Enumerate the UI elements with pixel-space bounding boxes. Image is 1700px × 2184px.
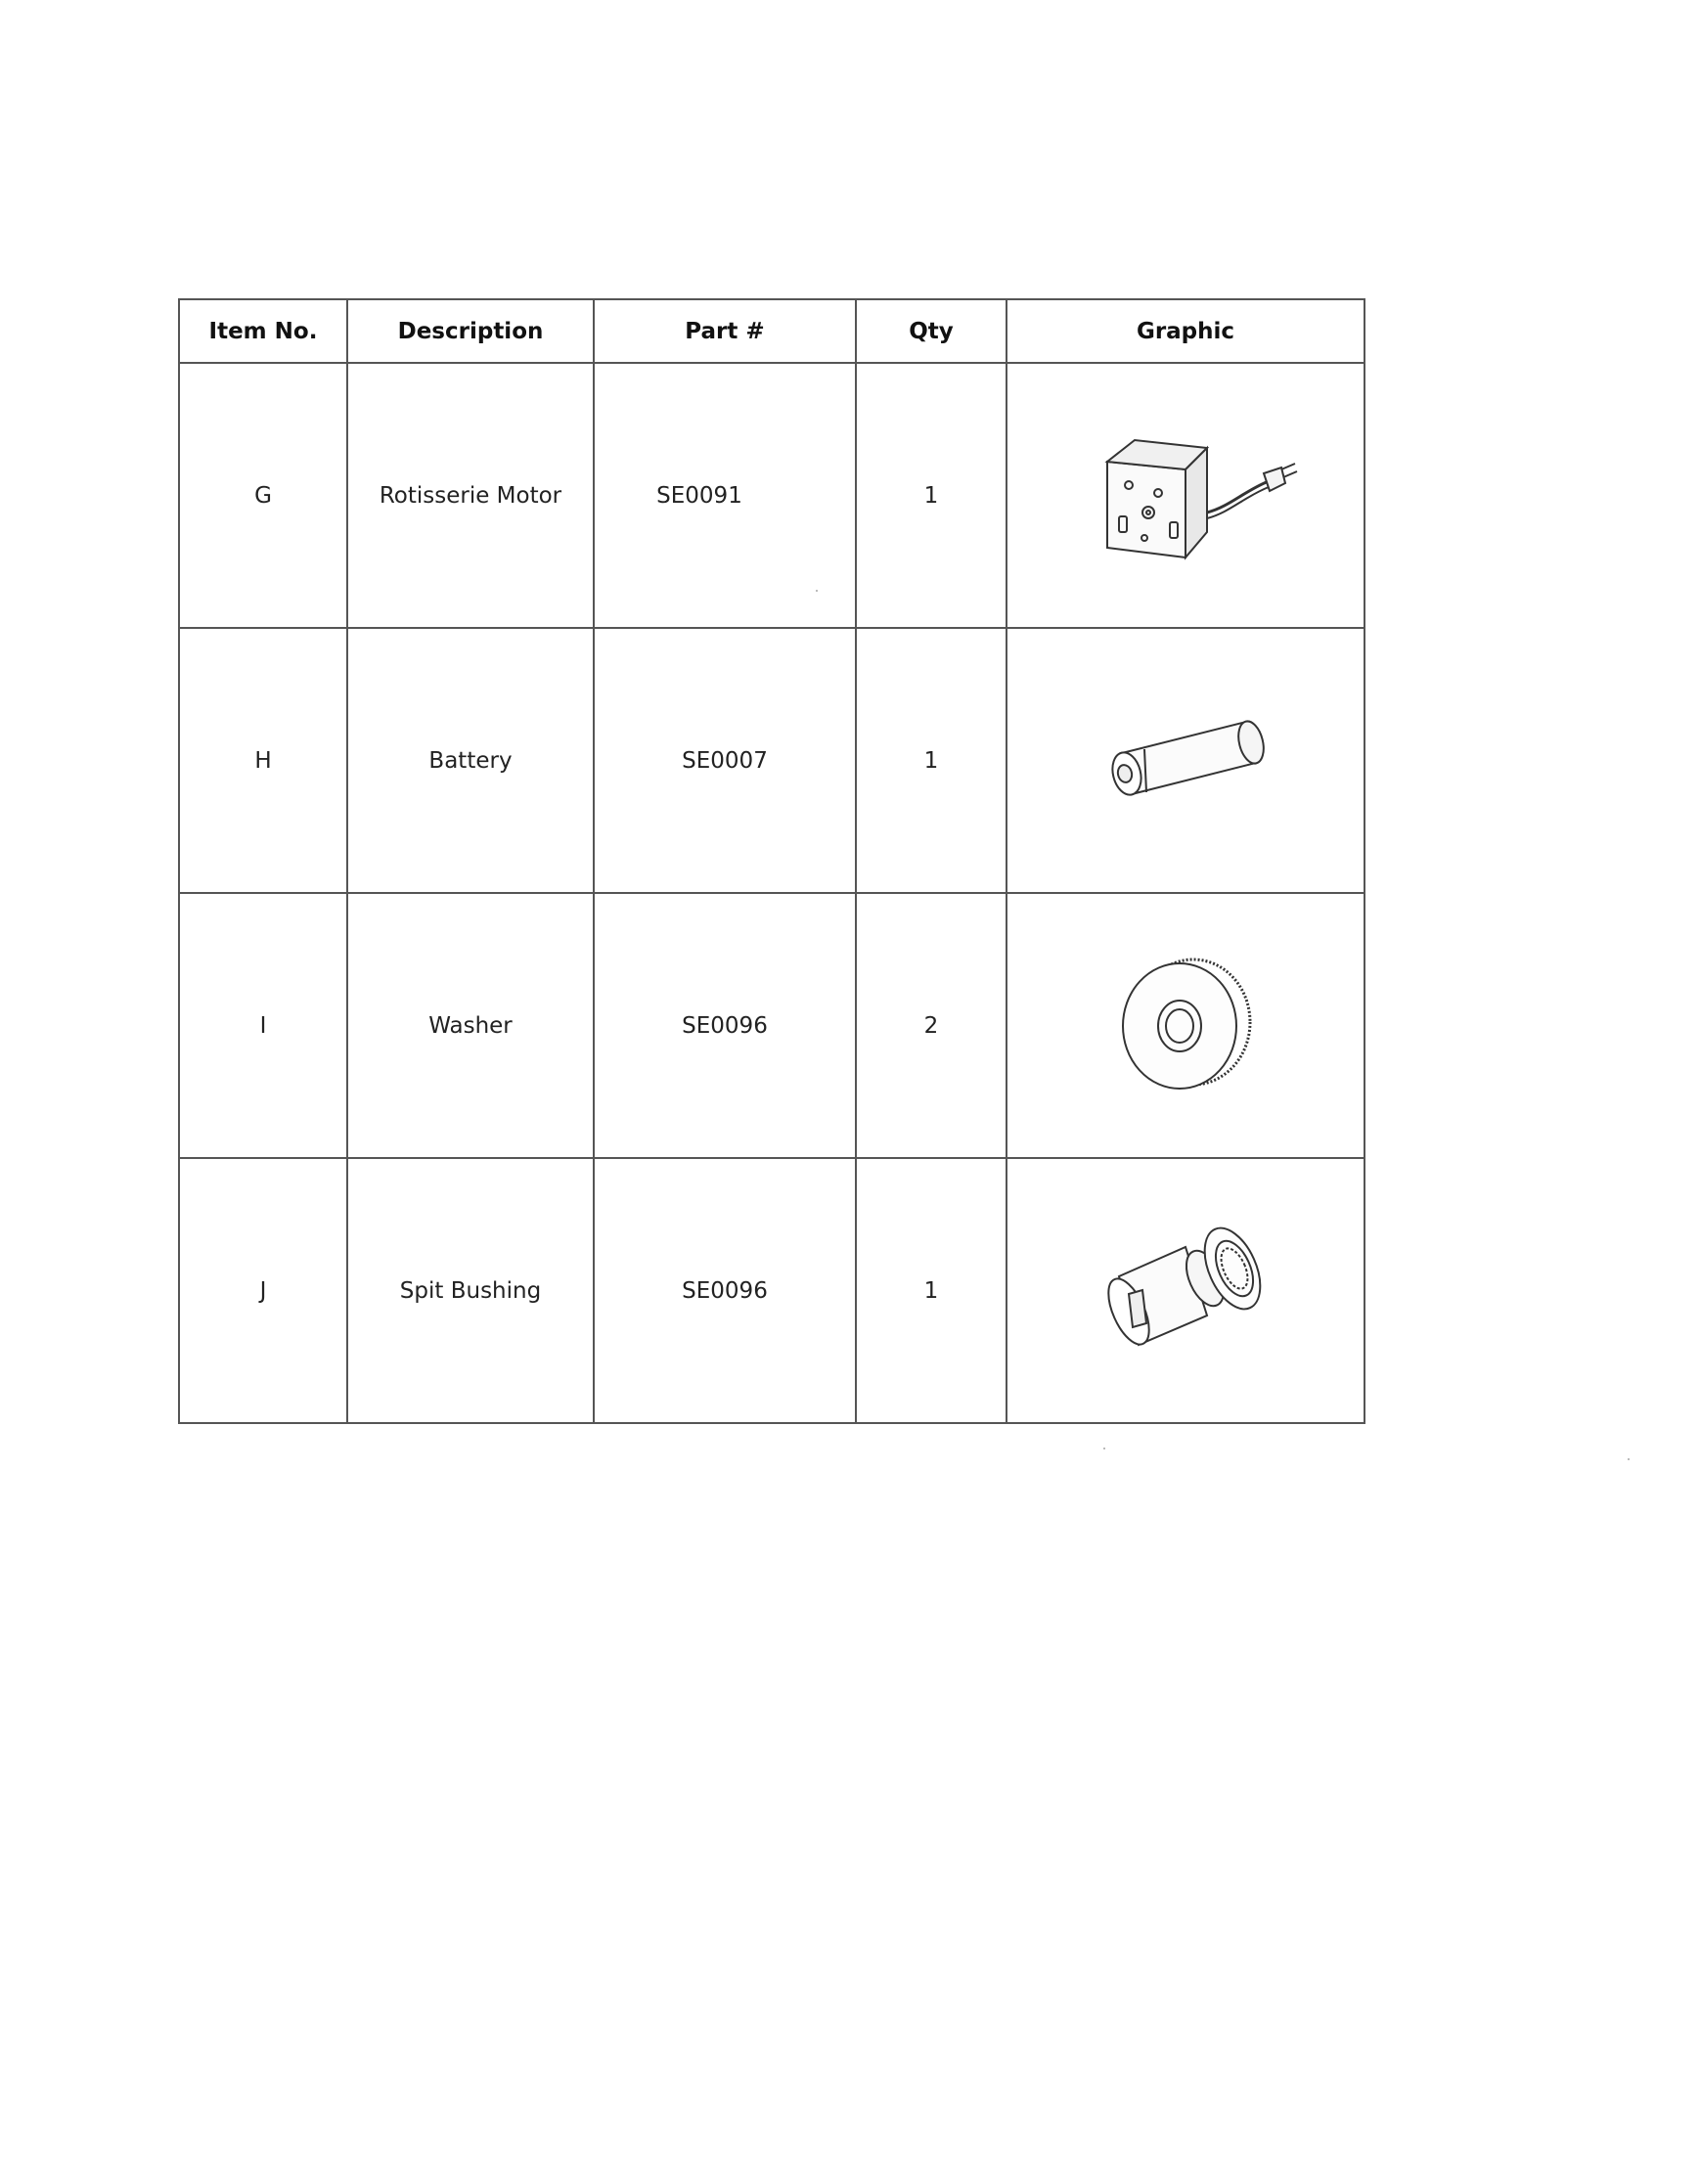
header-graphic: Graphic [1007, 299, 1364, 363]
part-cell: SE0096 [594, 1158, 856, 1423]
header-row [179, 299, 1364, 363]
scan-speck [1103, 1448, 1105, 1449]
qty-cell: 1 [856, 363, 1007, 628]
rotisserie-motor-icon [1068, 423, 1303, 569]
part-cell [594, 363, 856, 628]
table-row [179, 1158, 1364, 1423]
description-cell: Battery [347, 628, 594, 893]
scan-speck [816, 590, 818, 592]
description-cell: Washer [347, 893, 594, 1158]
header-description: Description [347, 299, 594, 363]
table-row [179, 893, 1364, 1158]
spit-bushing-icon [1078, 1208, 1293, 1374]
washer-icon [1078, 948, 1293, 1104]
item-no-cell: I [179, 893, 347, 1158]
description-cell: Spit Bushing [347, 1158, 594, 1423]
graphic-cell [1007, 893, 1364, 1158]
header-item-no: Item No. [179, 299, 347, 363]
item-no-cell: G [179, 363, 347, 628]
part-cell: SE0096 [594, 893, 856, 1158]
battery-icon [1068, 702, 1303, 820]
description-cell: Rotisserie Motor [347, 363, 594, 628]
graphic-cell [1007, 363, 1364, 628]
parts-table [178, 298, 1365, 1424]
header-qty: Qty [856, 299, 1007, 363]
scan-speck [1628, 1458, 1630, 1460]
item-no-cell: J [179, 1158, 347, 1423]
graphic-cell [1007, 628, 1364, 893]
qty-cell: 1 [856, 1158, 1007, 1423]
table-row [179, 628, 1364, 893]
part-number: SE0091 [656, 482, 742, 509]
table-row [179, 363, 1364, 628]
qty-cell: 2 [856, 893, 1007, 1158]
header-part: Part # [594, 299, 856, 363]
item-no-cell: H [179, 628, 347, 893]
graphic-cell [1007, 1158, 1364, 1423]
qty-cell: 1 [856, 628, 1007, 893]
part-cell: SE0007 [594, 628, 856, 893]
